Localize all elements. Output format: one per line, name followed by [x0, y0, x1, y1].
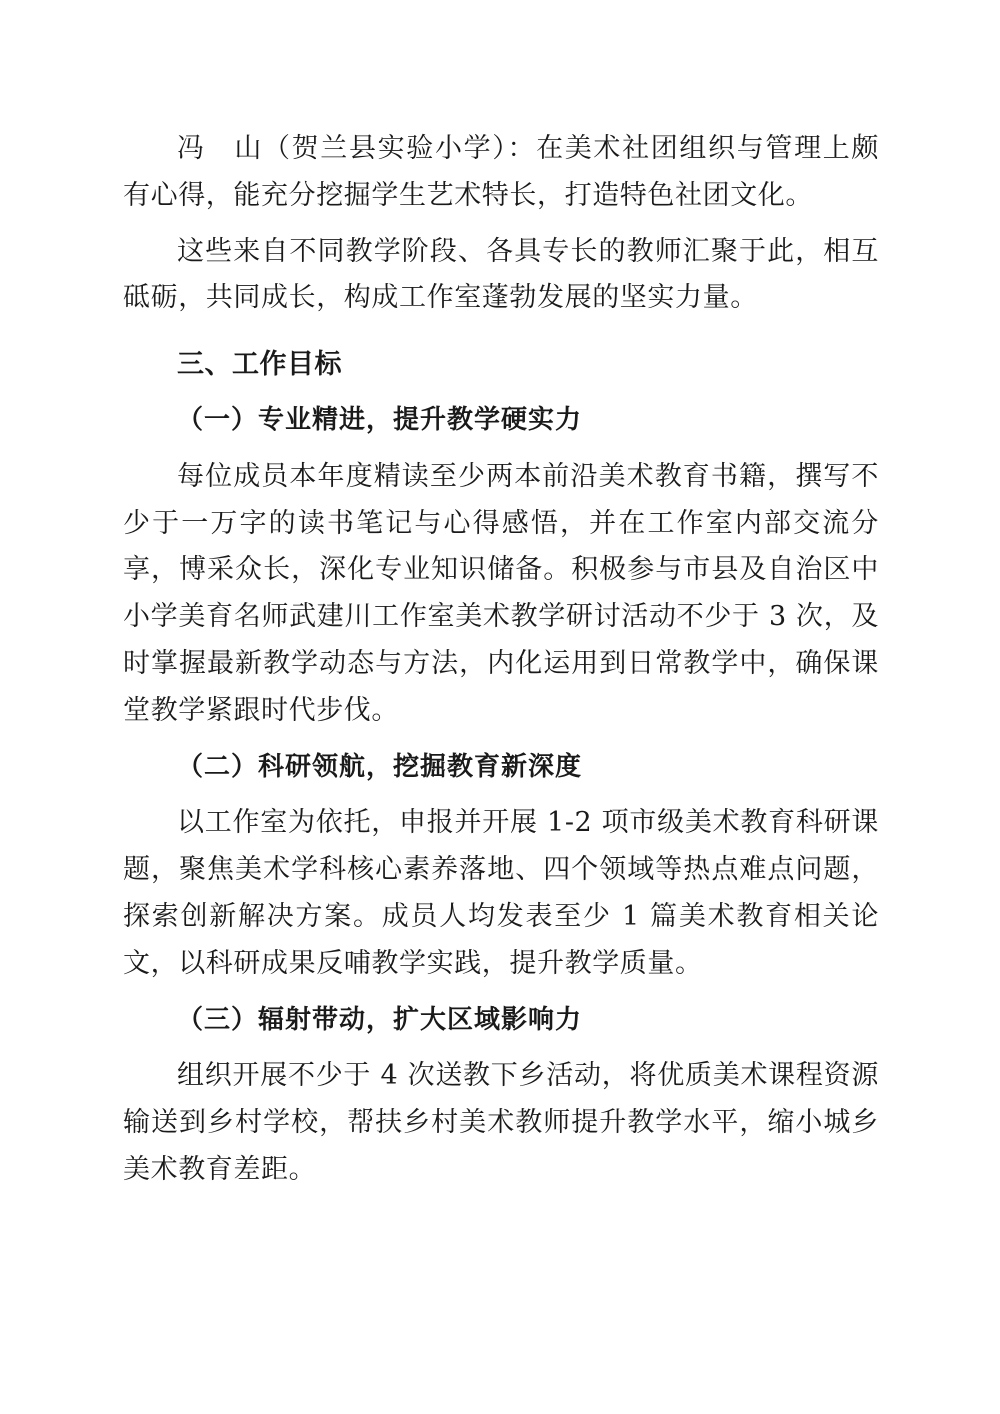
subsection-heading-3: （三）辐射带动，扩大区域影响力 [177, 1004, 583, 1035]
paragraph-team-summary: 这些来自不同教学阶段、各具专长的教师汇聚于此，相互砥砺，共同成长，构成工作室蓬勃发展的坚实力量。 [123, 235, 879, 314]
document-page [123, 126, 879, 1203]
subsection-body-2: 以工作室为依托，申报并开展 1-2 项市级美术教育科研课题，聚焦美术学科核心素养落地、四个领域等热点难点问题，探索创新解决方案。成员人均发表至少 1 篇美术教育相关论文，以科研成果反哺教学实践，提升教学质量。 [123, 807, 879, 979]
section-heading-work-goals: 三、工作目标 [177, 349, 342, 381]
subsection-body-1: 每位成员本年度精读至少两本前沿美术教育书籍，撰写不少于一万字的读书笔记与心得感悟，并在工作室内部交流分享，博采众长，深化专业知识储备。积极参与市县及自治区中小学美育名师武建川工作室美术教学研讨活动不少于 3 次，及时掌握最新教学动态与方法，内化运用到日常教学中，确保课堂教学紧跟时代步伐。 [123, 460, 879, 726]
subsection-heading-1: （一）专业精进，提升教学硬实力 [177, 404, 583, 435]
subsection-heading-2: （二）科研领航，挖掘教育新深度 [177, 751, 583, 782]
paragraph-member-fengshan: 冯 山（贺兰县实验小学）：在美术社团组织与管理上颇有心得，能充分挖掘学生艺术特长，打造特色社团文化。 [123, 133, 879, 211]
subsection-body-3: 组织开展不少于 4 次送教下乡活动，将优质美术课程资源输送到乡村学校，帮扶乡村美术教师提升教学水平，缩小城乡美术教育差距。 [123, 1060, 879, 1185]
